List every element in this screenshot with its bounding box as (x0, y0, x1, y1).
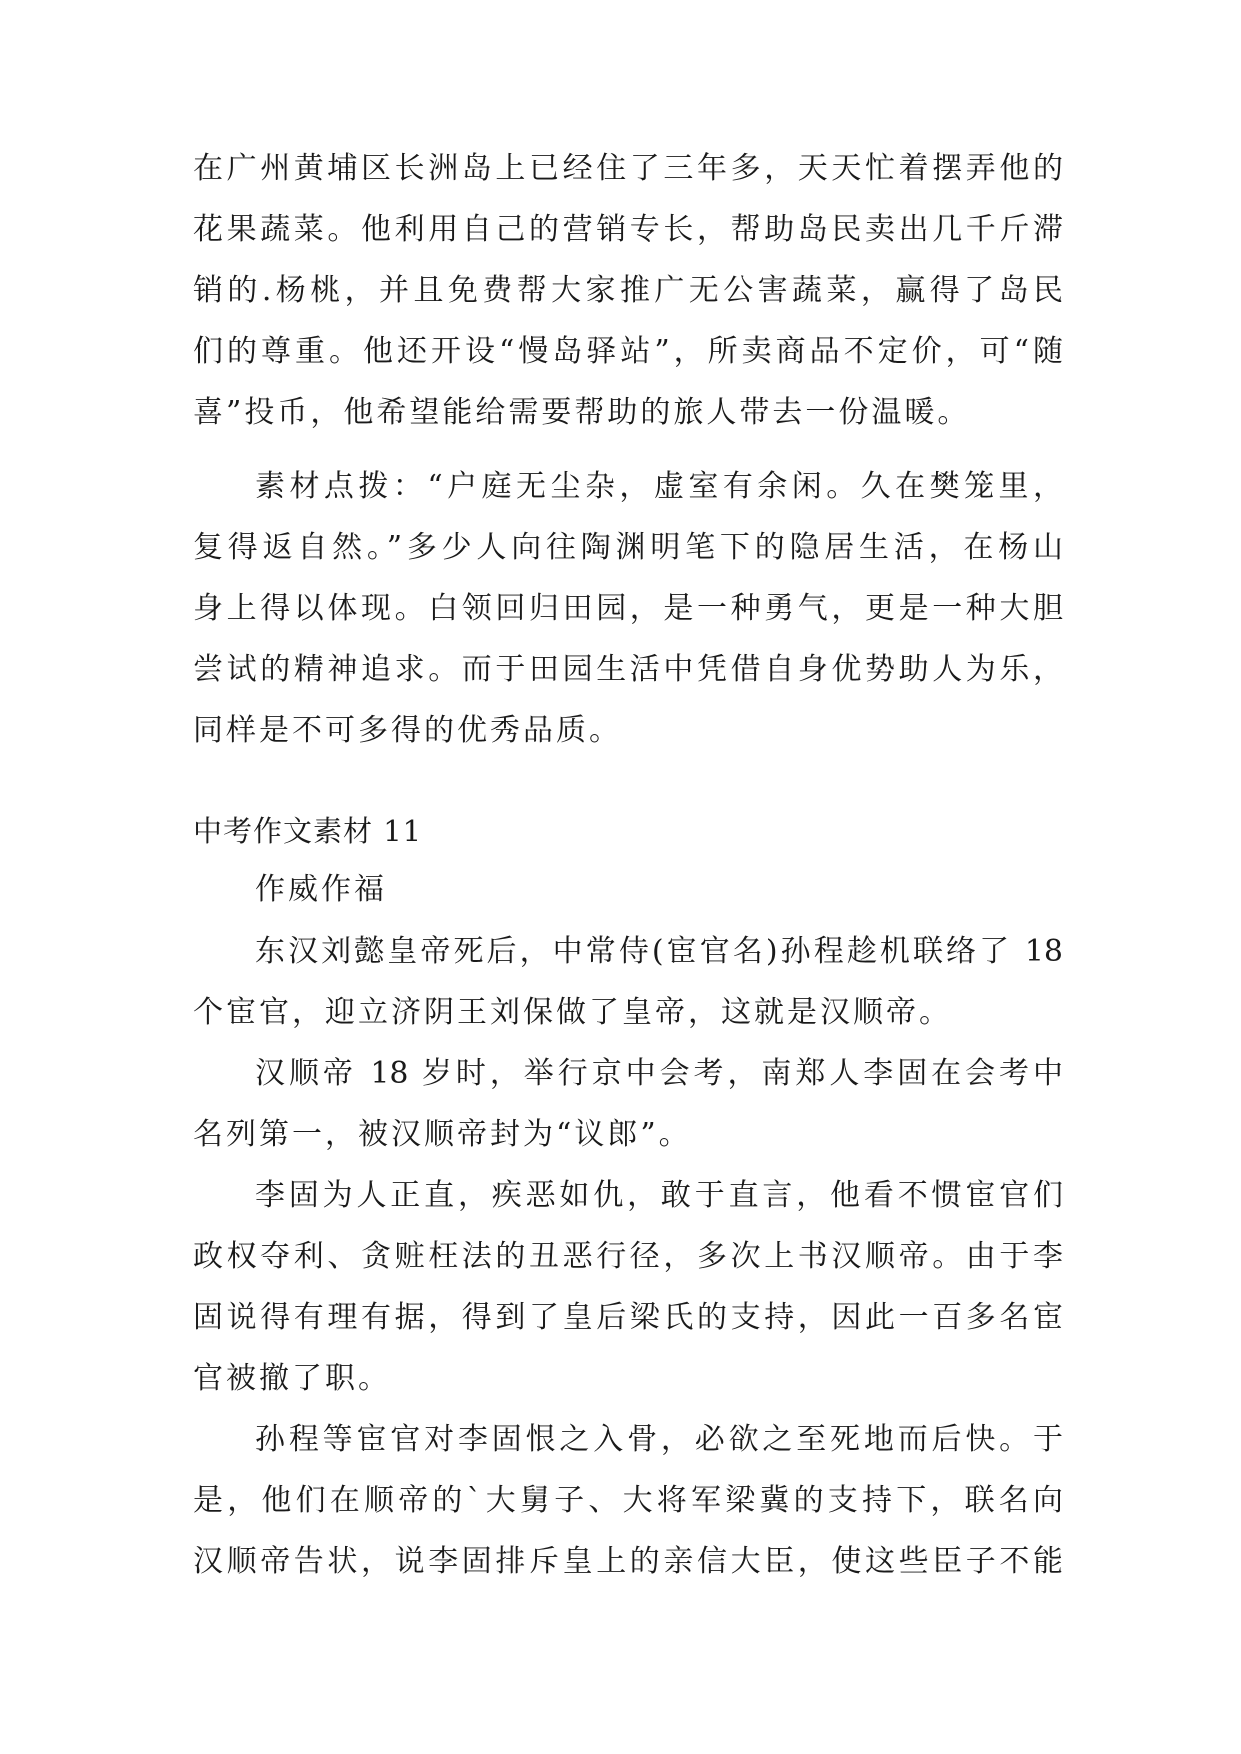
text-line: 复得返自然。”多少人向往陶渊明笔下的隐居生活，在杨山 (193, 530, 1063, 565)
text-line: 固说得有理有据，得到了皇后梁氏的支持，因此一百多名宦 (193, 1300, 1063, 1335)
text-line: 喜”投币，他希望能给需要帮助的旅人带去一份温暖。 (193, 395, 971, 430)
text-line: 同样是不可多得的优秀品质。 (193, 713, 622, 748)
text-line: 在广州黄埔区长洲岛上已经住了三年多，天天忙着摆弄他的 (193, 151, 1063, 186)
text-line: 尝试的精神追求。而于田园生活中凭借自身优势助人为乐， (193, 652, 1063, 687)
text-line: 政权夺利、贪赃枉法的丑恶行径，多次上书汉顺帝。由于李 (193, 1239, 1063, 1274)
text-line: 们的尊重。他还开设“慢岛驿站”，所卖商品不定价，可“随 (193, 334, 1063, 369)
text-line: 素材点拨：“户庭无尘杂，虚室有余闲。久在樊笼里， (255, 469, 1063, 504)
text-line: 销的.杨桃，并且免费帮大家推广无公害蔬菜，赢得了岛民 (193, 273, 1063, 308)
paragraph-commentary (193, 456, 1063, 761)
article-paragraph-1 (193, 921, 1063, 1043)
text-line: 个宦官，迎立济阴王刘保做了皇帝，这就是汉顺帝。 (193, 995, 952, 1030)
article-paragraph-4 (193, 1409, 1063, 1592)
text-line: 东汉刘懿皇帝死后，中常侍(宦官名)孙程趁机联络了 18 (255, 934, 1063, 969)
paragraph-yang-shan-story (193, 138, 1063, 443)
article-paragraph-2 (193, 1043, 1063, 1165)
text-line: 是，他们在顺帝的`大舅子、大将军梁冀的支持下，联名向 (193, 1483, 1063, 1518)
text-line: 汉顺帝告状，说李固排斥皇上的亲信大臣，使这些臣子不能 (193, 1544, 1063, 1579)
text-line: 官被撤了职。 (193, 1361, 391, 1396)
section-heading-block (193, 801, 1063, 920)
article-paragraph-3 (193, 1165, 1063, 1409)
text-line: 汉顺帝 18 岁时，举行京中会考，南郑人李固在会考中 (255, 1056, 1063, 1091)
text-line: 名列第一，被汉顺帝封为“议郎”。 (193, 1117, 692, 1152)
text-line: 孙程等宦官对李固恨之入骨，必欲之至死地而后快。于 (255, 1422, 1063, 1457)
text-line: 身上得以体现。白领回归田园，是一种勇气，更是一种大胆 (193, 591, 1063, 626)
text-line: 花果蔬菜。他利用自己的营销专长，帮助岛民卖出几千斤滞 (193, 212, 1063, 247)
section-heading: 中考作文素材 11 (193, 814, 423, 848)
article-title: 作威作福 (255, 872, 387, 907)
text-line: 李固为人正直，疾恶如仇，敢于直言，他看不惯宦官们 (255, 1178, 1063, 1213)
